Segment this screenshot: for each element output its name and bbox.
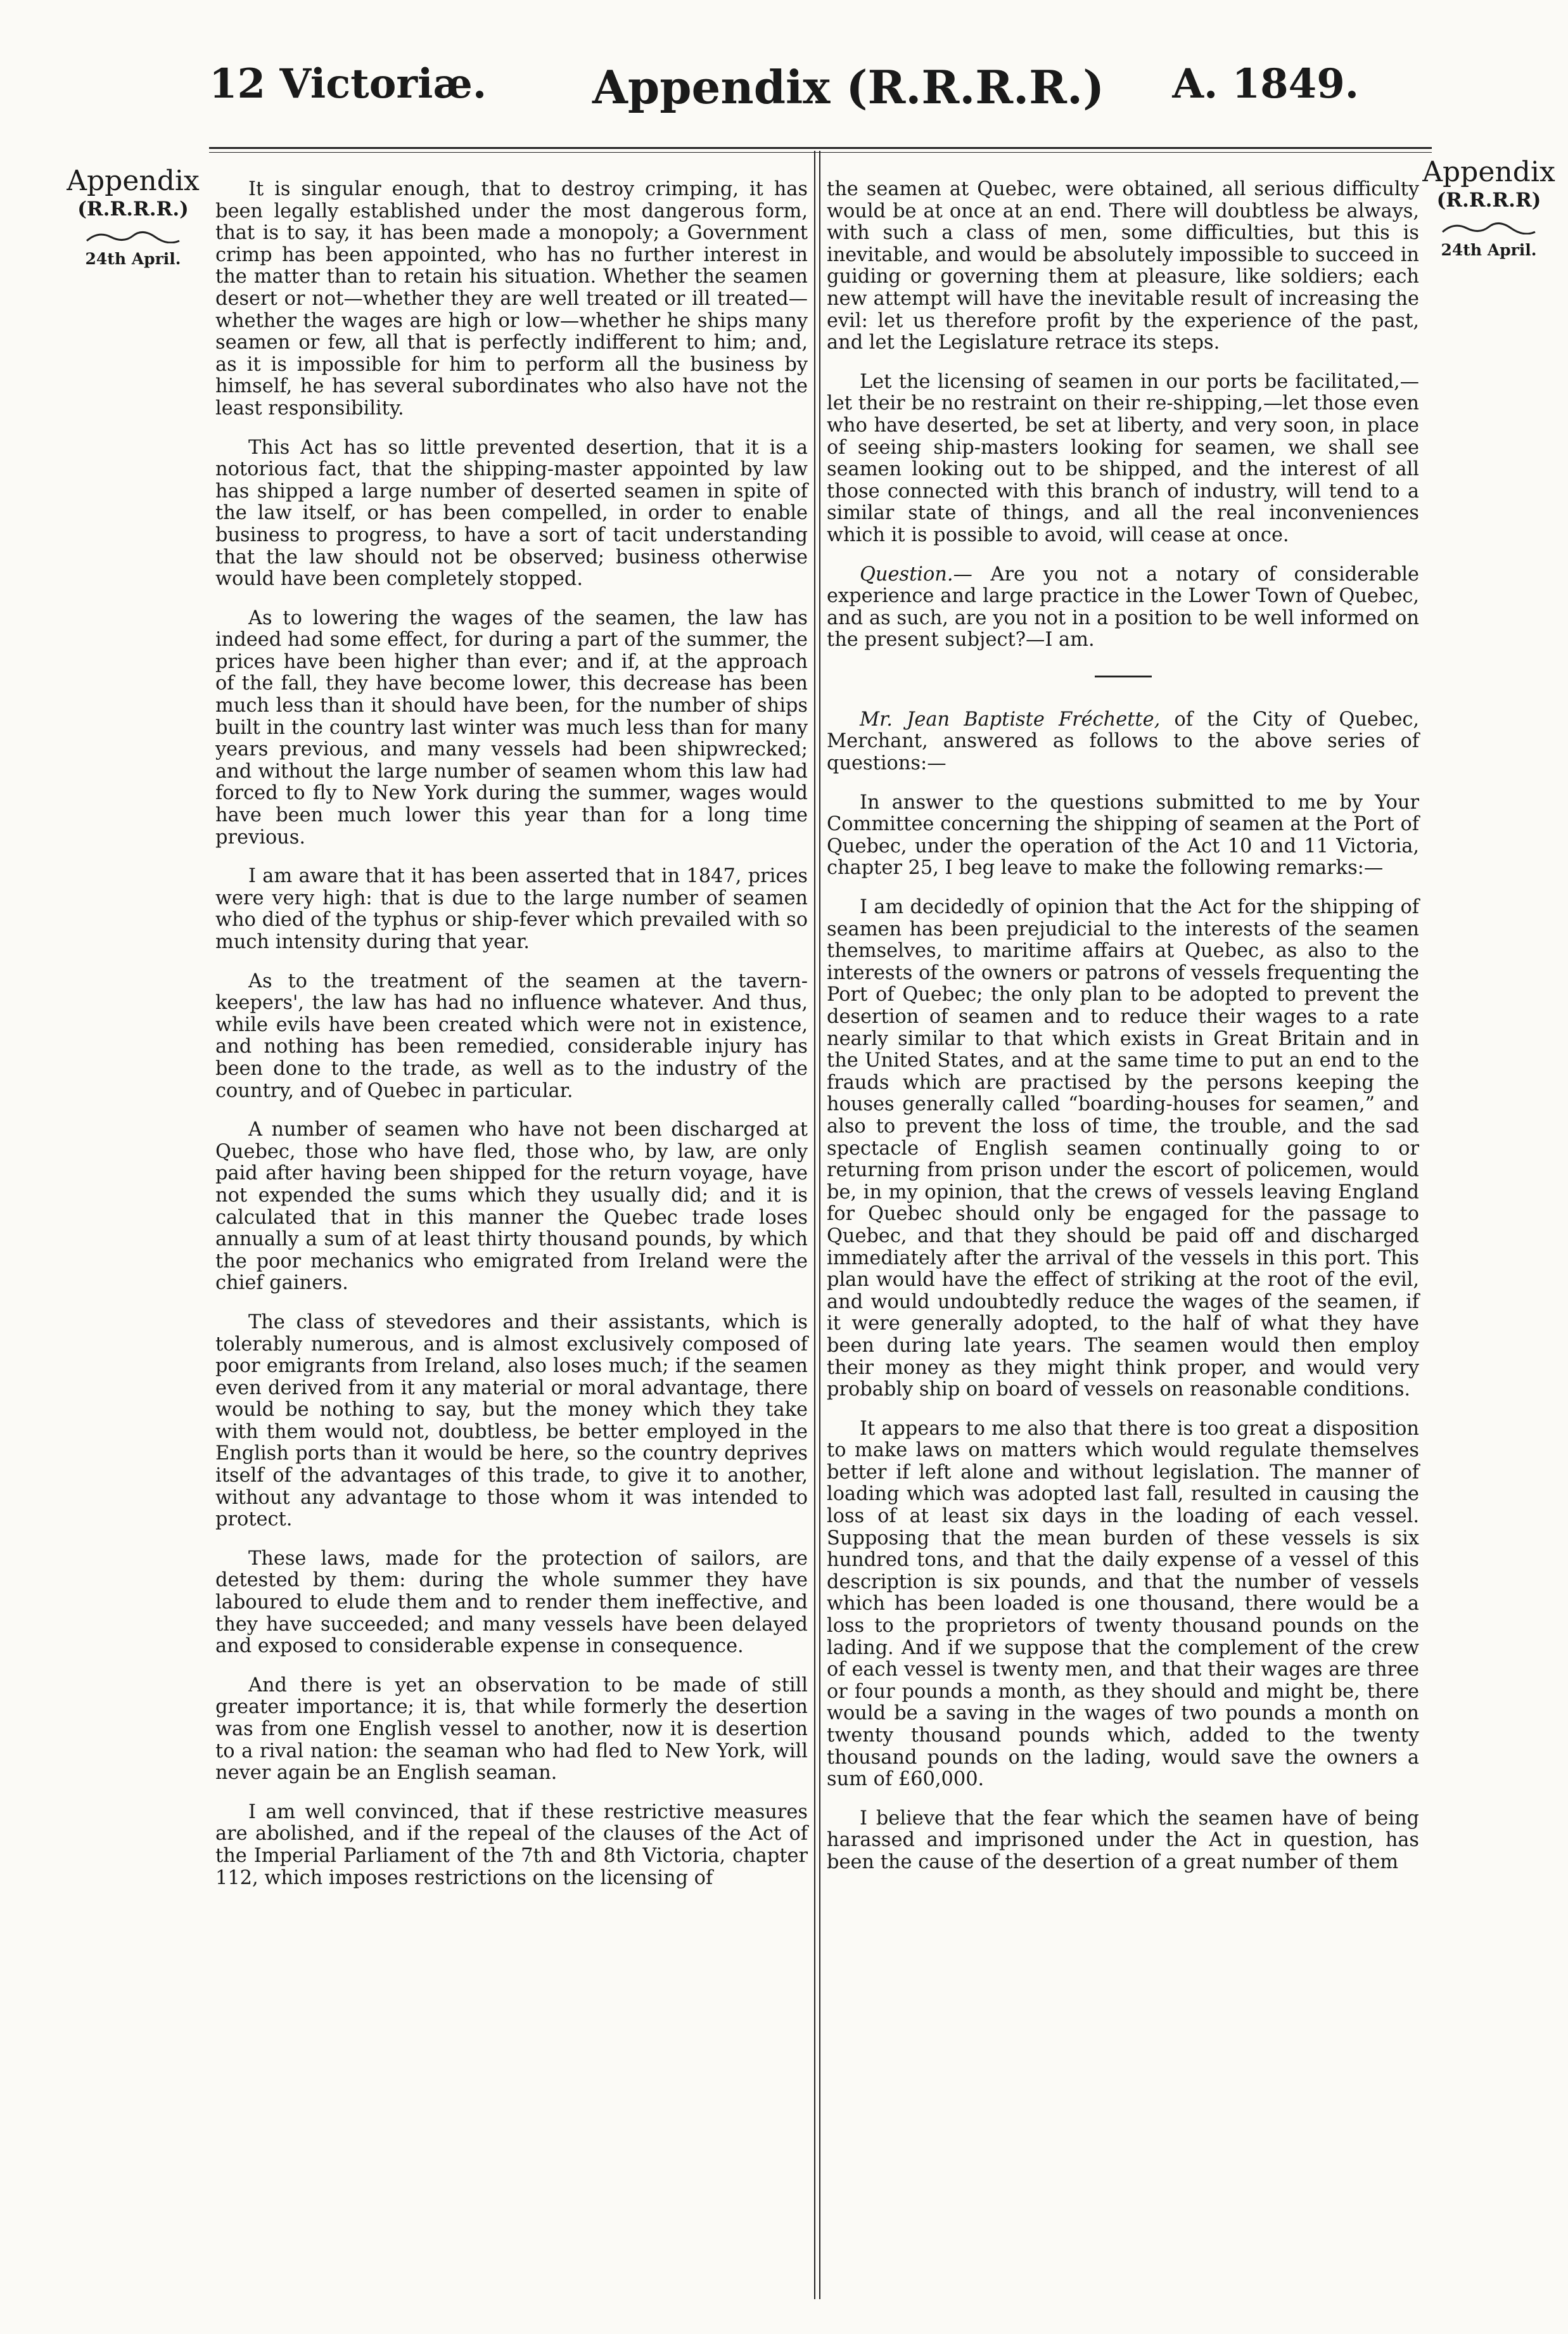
margin-note-left <box>60 166 206 270</box>
flourish-icon <box>86 229 181 243</box>
question-paragraph <box>827 564 1419 651</box>
flourish-icon <box>1441 221 1536 234</box>
page-header <box>209 60 1359 130</box>
header-rule <box>209 147 1432 153</box>
paragraph: As to the treatment of the seamen at the tavern-keepers', the law has had no influence whatever. And thus, while evils have been created which were not in existence, and nothing has been remedied, considerable injury has been done to the trade, as well as to the industry of the country, and of Quebec in particular. <box>215 970 808 1102</box>
paragraph: I am well convinced, that if these restrictive measures are abolished, and if the repeal of the clauses of the Act of the Imperial Parliament of the 7th and 8th Victoria, chapter 112, which imposes restrictions on the licensing of <box>215 1800 808 1889</box>
paragraph: I believe that the fear which the seamen have of being harassed and imprisoned under the Act in question, has been the cause of the desertion of a great number of them <box>827 1807 1419 1873</box>
margin-note-ref: (R.R.R.R) <box>1436 189 1541 212</box>
paragraph: It is singular enough, that to destroy crimping, it has been legally established under the most dangerous form, that is to say, it has been made a monopoly; a Government crimp has been appointed, who has no further interest in the matter than to retain his situation. Whether the seamen desert or not—whether they are well treated or ill treated—whether the wages are high or low—whether he ships many seamen or few, all that is perfectly indifferent to him; and, as it is impossible for him to perform all the business by himself, he has several subordinates who also have not the least responsibility. <box>215 178 808 420</box>
margin-note-title: Appendix <box>1422 156 1555 188</box>
margin-note-right <box>1416 157 1562 261</box>
witness-text: of the City of Quebec, Merchant, answered as follows to the above series of questions:— <box>827 708 1420 775</box>
margin-note-date: 24th April. <box>85 250 181 269</box>
margin-note-title: Appendix <box>67 165 200 197</box>
paragraph: I am decidedly of opinion that the Act for the shipping of seamen has been prejudicial to the interests of the seamen themselves, to maritime affairs at Quebec, as also to the interests of the owners or patrons of vessels frequenting the Port of Quebec; the only plan to be adopted to prevent the desertion of seamen and to reduce their wages to a rate nearly similar to that which exists in Great Britain and in the United States, and at the same time to put an end to the frauds which are practised by the persons keeping the houses generally called “boarding-houses for seamen,” and also to prevent the loss of time, the trouble, and the sad spectacle of English seamen continually going to or returning from prison under the escort of policemen, would be, in my opinion, that the crews of vessels leaving England for Quebec should only be engaged for the passage to Quebec, and that they should be paid off and discharged immediately after the arrival of the vessels in this port. This plan would have the effect of striking at the root of the evil, and would undoubtedly reduce the wages of the seamen, if it were generally adopted, to the half of what they have been during late years. The seamen would then employ their money as they might think proper, and would very probably ship on board of vessels on reasonable conditions. <box>827 896 1419 1401</box>
question-lead: Question.— <box>860 563 972 586</box>
paragraph: In answer to the questions submitted to me by Your Committee concerning the shipping of seamen at the Port of Quebec, under the operation of the Act 10 and 11 Victoria, chapter 25, I beg leave to make the following remarks:— <box>827 791 1419 880</box>
header-year: A. 1849. <box>1172 60 1359 108</box>
paragraph: the seamen at Quebec, were obtained, all serious difficulty would be at once at an end. There will doubtless be always, with such a class of men, some difficulties, but this is inevitable, and would be absolutely impossible to succeed in guiding or governing them at pleasure, like soldiers; each new attempt will have the inevitable result of increasing the evil: let us therefore profit by the experience of the past, and let the Legislature retrace its steps. <box>827 178 1419 354</box>
question-text: Are you not a notary of considerable experience and large practice in the Lower Town of Quebec, and as such, are you not in a position to be well informed on the present subject?—I am. <box>827 563 1419 651</box>
margin-note-ref: (R.R.R.R.) <box>77 198 189 221</box>
paragraph: It appears to me also that there is too great a disposition to make laws on matters which would regulate themselves better if left alone and without legislation. The manner of loading which was adopted last fall, resulted in causing the loss of at least six days in the loading of each vessel. Supposing that the mean burden of these vessels is six hundred tons, and that the daily expense of a vessel of this description is six pounds, and that the number of vessels which has been loaded is one thousand, there would be a loss to the proprietors of twenty thousand pounds on the lading. And if we suppose that the complement of the crew of each vessel is twenty men, and that their wages are three or four pounds a month, as they should and might be, there would be a saving in the wages of two pounds a month on twenty thousand pounds which, added to the twenty thousand pounds on the lading, would save the owners a sum of £60,000. <box>827 1417 1419 1791</box>
right-column <box>827 179 1419 1891</box>
paragraph: And there is yet an observation to be made of still greater importance; it is, that while formerly the desertion was from one English vessel to another, now it is desertion to a rival nation: the seaman who had fled to New York, will never again be an English seaman. <box>215 1674 808 1785</box>
paragraph: The class of stevedores and their assistants, which is tolerably numerous, and is almost exclusively composed of poor emigrants from Ireland, also loses much; if the seamen even derived from it any material or moral advantage, there would be nothing to say, but the money which they take with them would not, doubtless, be better employed in the English ports than it would be here, so the country deprives itself of the advantages of this trade, to give it to another, without any advantage to those whom it was intended to protect. <box>215 1311 808 1531</box>
column-divider <box>814 151 820 2299</box>
paragraph: As to lowering the wages of the seamen, the law has indeed had some effect, for during a part of the summer, the prices have been higher than ever; and if, at the approach of the fall, they have become lower, this decrease has been much less than it should have been, for the number of ships built in the country last winter was much less than for many years previous, and many vessels had been shipwrecked; and without the large number of seamen whom this law had forced to fly to New York during the summer, wages would have been much lower this year than for a long time previous. <box>215 606 808 849</box>
section-rule <box>1095 676 1152 677</box>
paragraph: A number of seamen who have not been discharged at Quebec, those who have fled, those who, by law, are only paid after having been shipped for the return voyage, have not expended the sums which they usually did; and it is calculated that in this manner the Quebec trade loses annually a sum of at least thirty thousand pounds, by which the poor mechanics who emigrated from Ireland were the chief gainers. <box>215 1119 808 1295</box>
header-appendix-title: Appendix (R.R.R.R.) <box>592 60 1105 114</box>
paragraph: Let the licensing of seamen in our ports be facilitated,—let their be no restraint on their re-shipping,—let those even who have deserted, be set at liberty, and very soon, in place of seeing ship-masters looking for seamen, we shall see seamen looking out to be shipped, and the interest of all those connected with this branch of industry, will tend to a similar state of things, and all the real inconveniences which it is possible to avoid, will cease at once. <box>827 370 1419 546</box>
header-session: 12 Victoriæ. <box>209 60 487 108</box>
paragraph: These laws, made for the protection of sailors, are detested by them: during the whole summer they have laboured to elude them and to render them ineffective, and they have succeeded; and many vessels have been delayed and exposed to considerable expense in consequence. <box>215 1547 808 1658</box>
witness-intro <box>827 709 1419 775</box>
left-column <box>215 179 808 1906</box>
margin-note-date: 24th April. <box>1441 241 1537 260</box>
paragraph: This Act has so little prevented desertion, that it is a notorious fact, that the shipping-master appointed by law has shipped a large number of deserted seamen in spite of the law itself, or has been compelled, in order to enable business to progress, to have a sort of tacit understanding that the law should not be observed; business otherwise would have been completely stopped. <box>215 436 808 591</box>
witness-name: Mr. Jean Baptiste Fréchette, <box>860 708 1161 731</box>
paragraph: I am aware that it has been asserted that in 1847, prices were very high: that is due to the large number of seamen who died of the typhus or ship-fever which prevailed with so much intensity during that year. <box>215 865 808 953</box>
